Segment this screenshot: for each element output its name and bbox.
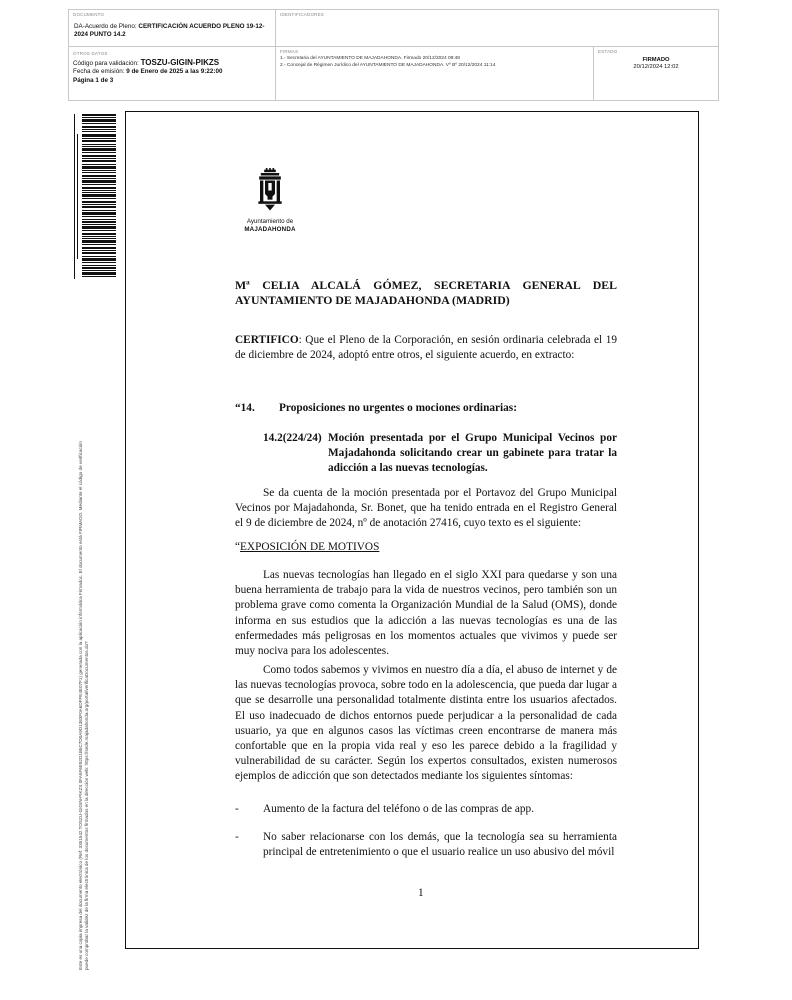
- firma-item: 1.- Secretaria del AYUNTAMIENTO DE MAJADAHONDA. Firmado 20/12/2024 09:48: [280, 56, 460, 61]
- identificadores-cell: [276, 10, 718, 46]
- intro-paragraph: Se da cuenta de la moción presentada por el Portavoz del Grupo Municipal Vecinos por Majadahonda, Sr. Bonet, que ha tenido entrada en el Registro General el 9 de diciembre de 2024, nº de anotación 27416, cuyo texto es el siguiente:: [235, 487, 617, 530]
- firmas-cell: [276, 47, 593, 100]
- coat-of-arms-icon: [241, 168, 299, 218]
- exposicion-heading: “EXPOSICIÓN DE MOTIVOS: [235, 541, 380, 553]
- barcode-icon: [74, 114, 116, 279]
- section-number: “14.: [235, 402, 255, 414]
- validation-info: Código para validación: TOSZU-GIGIN-PIKZS Fecha de emisión: 9 de Enero de 2025 a las 9:22:00 Página 1 de 3: [73, 58, 223, 84]
- documento-cell: [69, 10, 275, 46]
- emission-date: 9 de Enero de 2025 a las 9:22:00: [126, 68, 223, 76]
- documento-label: DOCUMENTO: [73, 12, 105, 17]
- firmas-label: FIRMAS: [280, 49, 299, 54]
- verification-side-note: Este es una copia impresa del documento electrónico (Ref: 3351542 TOSZU-GIGIN-PIKZS 0FA5F6E92D1B5C7D0A9D1383F0A6DFFE4E07F1) generada con la aplicación informática Firmadoc. El documento está FIRMADO. Mediante el código de verificación puede comprobar la validez de la firma electrónica de los documentos firmados en la dirección web: https://sede.majadahonda.org/portal/verificaDocumentos.do?: [78, 441, 90, 970]
- firmas-list: [280, 56, 495, 69]
- estado-label: ESTADO: [598, 49, 618, 54]
- estado-cell: [594, 47, 718, 100]
- body-paragraph: Como todos sabemos y vivimos en nuestro día a día, el abuso de internet y de las nuevas tecnologías provoca, sobre todo en la adolescencia, que pueda dar lugar a que se desarrolle una personalidad totalmente distinta entre los usuarios afectados. El uso inadecuado de dichos entornos puede perjudicar a la personalidad de cada usuario, ya que en algunos casos las víctimas creen encontrarse de manera más confortable que en la propia vida real y eso les parece debido a la fragilidad y vulnerabilidad de su carácter. Según los expertos consultados, existen numerosos ejemplos de adicción que son detectados mediante los siguientes síntomas:: [235, 664, 617, 783]
- otros-datos-cell: [69, 47, 275, 100]
- firma-item: 2.- Concejal de Régimen Jurídico del AYUNTAMIENTO DE MAJADAHONDA. Vº Bº 20/12/2024 11:14: [280, 62, 496, 68]
- body-paragraph: Las nuevas tecnologías han llegado en el siglo XXI para quedarse y son una buena herramienta de trabajo para la vida de nuestros vecinos, pero también son un problema grave como comenta la Organización Mundial de la Salud (OMS), donde informa en sus estudios que la adicción a las nuevas tecnologías es una de las enfermedades más peligrosas en los momentos actuales que vivimos y puede ser muy nociva para los adolescentes.: [235, 569, 617, 658]
- identificadores-label: IDENTIFICADORES: [280, 12, 325, 17]
- estado-value: [594, 57, 718, 72]
- validation-code[interactable]: TOSZU-GIGIN-PIKZS: [140, 58, 220, 67]
- otros-datos-label: OTROS DATOS: [73, 51, 108, 56]
- page-number: 1: [418, 887, 424, 899]
- documento-text: DA-Acuerdo de Pleno: CERTIFICACIÓN ACUERDO PLENO 19-12-2024 PUNTO 14.2: [74, 23, 265, 39]
- motion-number: 14.2(224/24): [263, 432, 322, 444]
- document-header: [68, 9, 719, 101]
- status-badge: FIRMADO: [642, 57, 670, 63]
- page-count: Página 1 de 3: [73, 76, 114, 84]
- logo-caption: Ayuntamiento de MAJADAHONDA: [244, 218, 296, 233]
- section-title: Proposiciones no urgentes o mociones ordinarias:: [279, 402, 517, 414]
- document-title: Mª CELIA ALCALÁ GÓMEZ, SECRETARIA GENERAL DEL AYUNTAMIENTO DE MAJADAHONDA (MADRID): [235, 278, 617, 308]
- certifico-paragraph: CERTIFICO: Que el Pleno de la Corporación, en sesión ordinaria celebrada el 19 de diciembre de 2024, adoptó entre otros, el siguiente acuerdo, en extracto:: [235, 334, 617, 362]
- estado-date: 20/12/2024 12:02: [633, 64, 679, 71]
- motion-title: Moción presentada por el Grupo Municipal Vecinos por Majadahonda solicitando crear un gabinete para tratar la adicción a las nuevas tecnologías.: [328, 432, 617, 474]
